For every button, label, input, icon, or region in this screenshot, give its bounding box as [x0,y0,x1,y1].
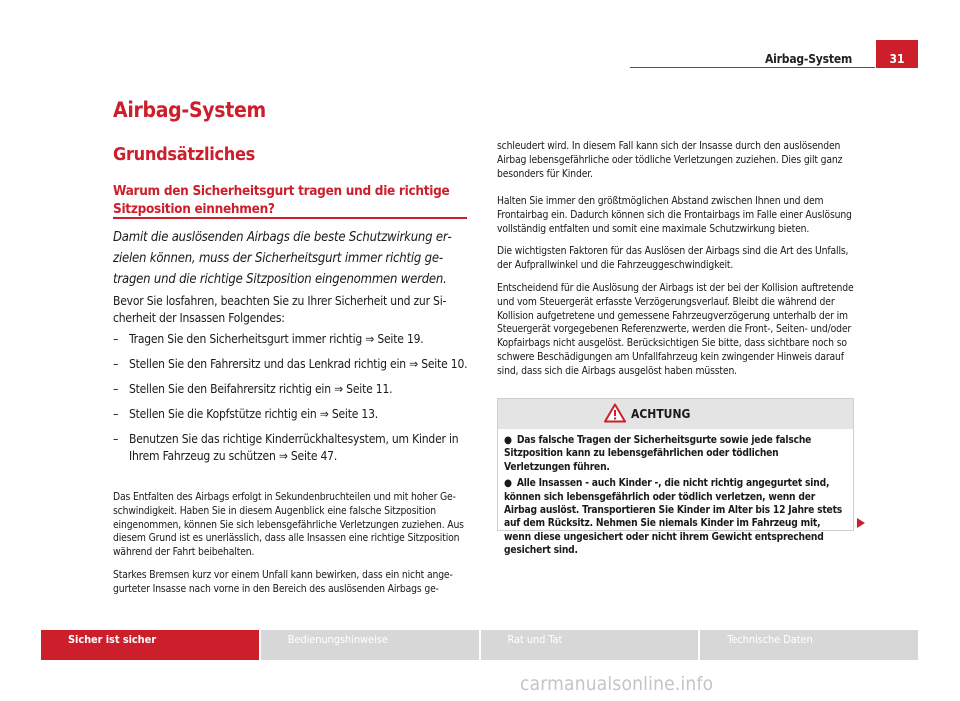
body-paragraph: schleudert wird. In diesem Fall kann sich der Insasse durch den auslösenden Airbag lebensgefährliche oder tödliche Verletzungen zuziehen. Dies gilt ganz besonders für Kinder. [497,140,843,180]
sub-heading: Warum den Sicherheitsgurt tragen und die richtige Sitzposition einnehmen? [113,183,450,217]
list-item: – Tragen Sie den Sicherheitsgurt immer richtig ⇒ Seite 19. [113,332,424,346]
warning-item-text: Alle Insassen - auch Kinder -, die nicht richtig angegurtet sind, können sich lebensgefährlich oder tödlich verletzen, wenn der Airbag auslöst. Transportieren Sie Kinder im Alter bis 12 Jahre stets auf dem Rücksitz. Nehmen Sie niemals Kinder im Fahrzeug mit, wenn diese ungesichert oder nicht ihrem Gewicht entsprechend gesichert sind. [504,478,843,557]
header-title: Airbag-System [765,52,852,66]
warning-list [504,434,844,561]
intro-text: Damit die auslösenden Airbags die beste Schutzwirkung erzielen können, muss der Sicherheitsgurt immer richtig getragen und die richtige Sitzposition eingenommen werden. [113,230,452,287]
list-item-text: Stellen Sie den Fahrersitz und das Lenkrad richtig ein ⇒ Seite 10. [129,357,468,371]
list-item-text: Stellen Sie den Beifahrersitz richtig ein ⇒ Seite 11. [129,382,393,396]
page-number: 31 [876,40,918,68]
header-rule [630,67,875,68]
sub-heading-rule [113,217,467,219]
body-paragraph: Die wichtigsten Faktoren für das Auslösen der Airbags sind die Art des Unfalls, der Aufprallwinkel und die Fahrzeuggeschwindigkeit. [497,245,849,271]
warning-item [504,434,844,474]
warning-header [498,399,853,429]
list-item: – Stellen Sie die Kopfstütze richtig ein ⇒ Seite 13. [113,407,378,421]
checklist [113,331,473,473]
list-item: – Stellen Sie den Fahrersitz und das Lenkrad richtig ein ⇒ Seite 10. [113,357,468,371]
tab-technische-daten[interactable]: Technische Daten [700,630,918,660]
body-paragraph: Starkes Bremsen kurz vor einem Unfall kann bewirken, dass ein nicht angegurteter Insasse nach vorne in den Bereich des auslösenden Airbags ge- [113,569,453,595]
tab-bedienungshinweise[interactable]: Bedienungshinweise [261,630,479,660]
tab-rat-und-tat[interactable]: Rat und Tat [481,630,699,660]
warning-title: ACHTUNG [631,407,691,421]
bullet-icon: ● [504,435,512,446]
watermark: carmanualsonline.info [520,673,714,695]
continue-arrow-icon [857,518,865,528]
chapter-nav [41,630,918,660]
list-item-text: Benutzen Sie das richtige Kinderrückhaltesystem, um Kinder in Ihrem Fahrzeug zu schützen ⇒ Seite 47. [129,432,459,463]
tab-sicher-ist-sicher[interactable]: Sicher ist sicher [41,630,259,660]
warning-item-text: Das falsche Tragen der Sicherheitsgurte sowie jede falsche Sitzposition kann zu lebensgefährlichen oder tödlichen Verletzungen führen. [504,435,812,473]
bullet-icon: ● [504,478,512,490]
list-item: – Stellen Sie den Beifahrersitz richtig ein ⇒ Seite 11. [113,382,393,396]
page-title: Airbag-System [113,98,266,122]
body-paragraph: Entscheidend für die Auslösung der Airbags ist der bei der Kollision auftretende und vom Steuergerät erfasste Verzögerungsverlauf. Bleibt die während der Kollision aufgetretene und gemessene Fahrzeugverzögerung unterhalb der im Steuergerät vorgegebenen Referenzwerte, werden die Front-, Seiten- und/oder Kopfairbags nicht ausgelöst. Berücksichtigen Sie bitte, dass sichtbare noch so schwere Beschädigungen am Unfallfahrzeug kein zwingender Hinweis darauf sind, dass sich die Airbags ausgelöst haben müssten. [497,282,854,377]
list-item: – Benutzen Sie das richtige Kinderrückhaltesystem, um Kinder in Ihrem Fahrzeug zu schützen ⇒ Seite 47. [113,432,459,463]
list-item-text: Tragen Sie den Sicherheitsgurt immer richtig ⇒ Seite 19. [129,332,424,346]
body-paragraph: Das Entfalten des Airbags erfolgt in Sekundenbruchteilen und mit hoher Geschwindigkeit. Haben Sie in diesem Augenblick eine falsche Sitzposition eingenommen, können Sie sich lebensgefährliche Verletzungen zuziehen. Aus diesem Grund ist es unerlässlich, dass alle Insassen eine richtige Sitzposition während der Fahrt beibehalten. [113,491,464,559]
warning-box [497,398,854,557]
before-driving-text: Bevor Sie losfahren, beachten Sie zu Ihrer Sicherheit und zur Sicherheit der Insassen Folgendes: [113,294,447,325]
body-paragraph: Halten Sie immer den größtmöglichen Abstand zwischen Ihnen und dem Frontairbag ein. Dadurch können sich die Frontairbags im Falle einer Auslösung vollständig entfalten und somit eine maximale Schutzwirkung bieten. [497,195,852,235]
warning-triangle-icon [604,403,626,423]
list-item-text: Stellen Sie die Kopfstütze richtig ein ⇒ Seite 13. [129,407,378,421]
section-title: Grundsätzliches [113,144,256,165]
warning-item [504,477,844,557]
